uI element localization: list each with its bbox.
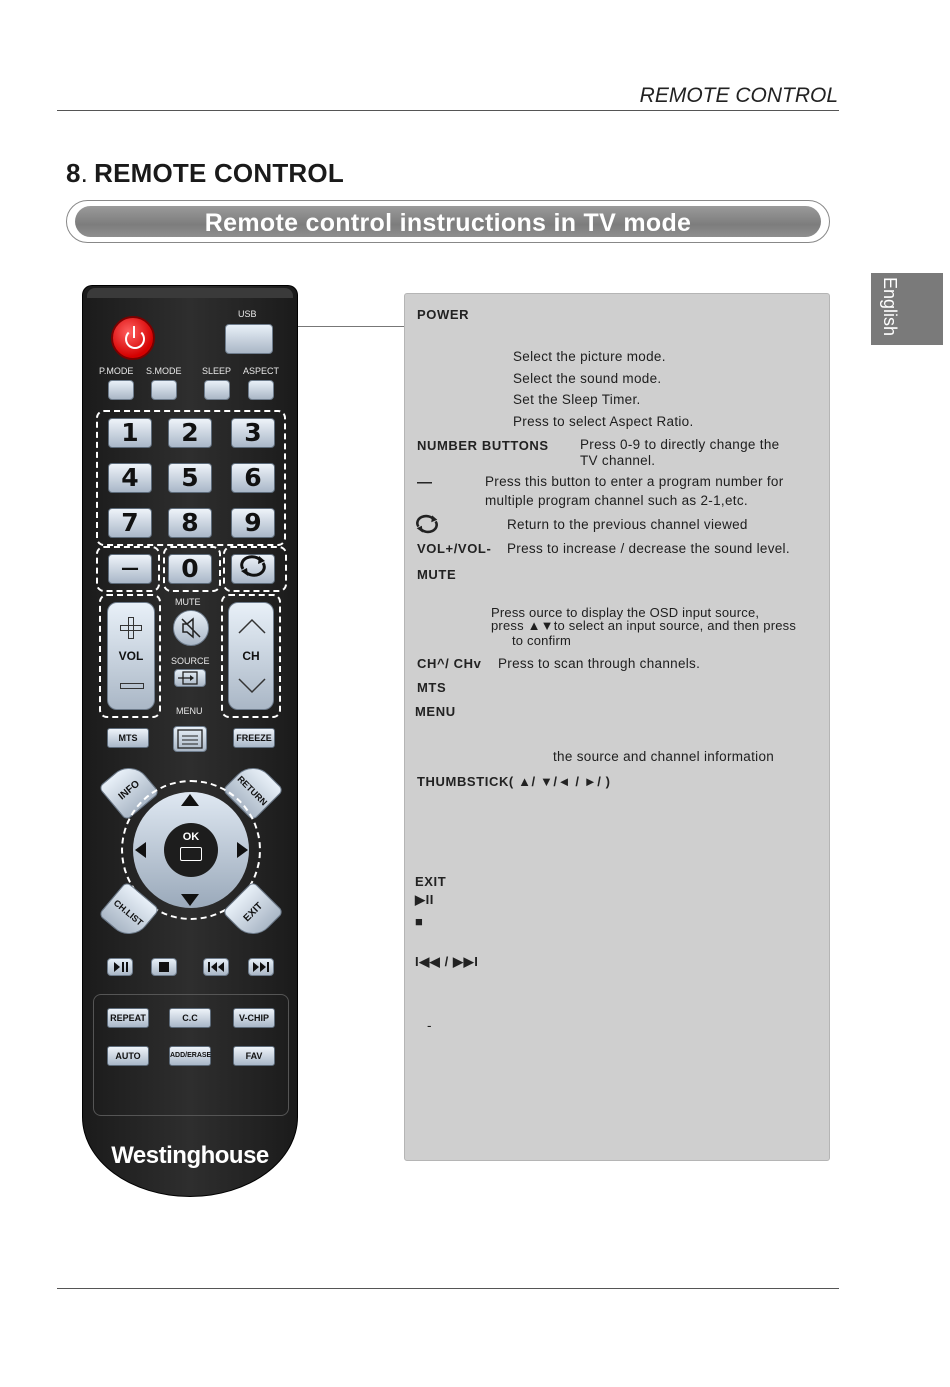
remote-image <box>82 285 298 1197</box>
banner <box>66 200 830 243</box>
banner-text: Remote control instructions in TV mode <box>204 209 692 237</box>
number-key-4[interactable]: 4 <box>108 463 152 493</box>
running-header: REMOTE CONTROL <box>639 84 838 107</box>
ch-label: CH^/ CHv <box>417 656 482 671</box>
sleep-desc: Set the Sleep Timer. <box>513 392 641 407</box>
sleep-label: SLEEP <box>202 366 232 376</box>
footer-rule <box>57 1288 839 1289</box>
thumbstick-label: THUMBSTICK( ▲/ ▼/◄ / ►/ ) <box>417 774 611 789</box>
prev-next-symbol: I◀◀ / ▶▶I <box>415 954 479 969</box>
menu-icon <box>174 727 206 751</box>
ch-rocker[interactable] <box>228 602 274 710</box>
enter-icon <box>180 847 202 861</box>
section-title <box>66 158 344 189</box>
instruction-panel <box>404 293 830 1161</box>
usb-label: USB <box>238 309 257 319</box>
chlist-key[interactable]: CH.LIST <box>98 881 160 943</box>
info-key[interactable]: INFO <box>98 759 160 821</box>
pmode-button[interactable] <box>108 380 134 400</box>
connector-line <box>298 326 406 327</box>
number-key-8[interactable]: 8 <box>168 508 212 538</box>
section-separator: . <box>80 158 89 188</box>
stop-symbol: ■ <box>415 914 424 929</box>
ok-label: OK <box>182 831 200 843</box>
power-button[interactable] <box>111 316 155 360</box>
number-key-0[interactable]: 0 <box>168 554 212 584</box>
stop-button[interactable] <box>151 958 177 976</box>
mute-label: MUTE <box>417 567 457 582</box>
dash-desc-2: multiple program channel such as 2-1,etc. <box>485 493 748 508</box>
number-desc-1: Press 0-9 to directly change the <box>580 437 780 452</box>
number-key-7[interactable]: 7 <box>108 508 152 538</box>
pmode-desc: Select the picture mode. <box>513 349 666 364</box>
aspect-label: ASPECT <box>243 366 280 376</box>
play-pause-symbol: ▶II <box>415 892 435 907</box>
vol-down-icon <box>120 683 144 689</box>
number-buttons-label: NUMBER BUTTONS <box>417 438 549 453</box>
previous-channel-key[interactable] <box>231 554 275 584</box>
dpad-left-icon[interactable] <box>135 842 146 858</box>
source-desc-3: to confirm <box>512 633 572 648</box>
dpad-up-icon[interactable] <box>181 794 199 806</box>
source-desc-2: press ▲▼to select an input source, and then press <box>491 618 797 633</box>
number-desc-2: TV channel. <box>580 453 656 468</box>
swap-icon <box>239 555 267 577</box>
number-key-1[interactable]: 1 <box>108 418 152 448</box>
dash-key[interactable]: — <box>108 554 152 584</box>
ch-up-icon <box>237 617 267 635</box>
mts-label: MTS <box>417 680 447 695</box>
banner-fill <box>75 206 821 237</box>
menu-button[interactable] <box>173 726 207 752</box>
source-label: SOURCE <box>171 656 210 666</box>
mute-button[interactable] <box>173 610 209 646</box>
dpad-right-icon[interactable] <box>237 842 248 858</box>
sleep-button[interactable] <box>204 380 230 400</box>
source-icon <box>175 670 205 686</box>
stop-icon <box>152 959 176 975</box>
mute-label: MUTE <box>175 597 201 607</box>
mts-key[interactable]: MTS <box>107 728 149 748</box>
menu-label: MENU <box>176 706 203 716</box>
power-label: POWER <box>417 307 470 322</box>
number-key-5[interactable]: 5 <box>168 463 212 493</box>
remote-top-edge <box>87 288 293 298</box>
number-key-3[interactable]: 3 <box>231 418 275 448</box>
pmode-label: P.MODE <box>99 366 134 376</box>
fav-key[interactable]: FAV <box>233 1046 275 1066</box>
smode-label: S.MODE <box>146 366 182 376</box>
add-erase-key[interactable]: ADD/ERASE <box>169 1046 211 1066</box>
cc-key[interactable]: C.C <box>169 1008 211 1028</box>
exit-key[interactable]: EXIT <box>222 881 284 943</box>
return-key[interactable]: RETURN <box>222 759 284 821</box>
brand-logo: Westinghouse <box>111 1142 269 1169</box>
freeze-key[interactable]: FREEZE <box>233 728 275 748</box>
dash-desc-1: Press this button to enter a program number for <box>485 474 784 489</box>
usb-button[interactable] <box>225 324 273 354</box>
number-key-2[interactable]: 2 <box>168 418 212 448</box>
repeat-key[interactable]: REPEAT <box>107 1008 149 1028</box>
smode-desc: Select the sound mode. <box>513 371 662 386</box>
ch-down-icon <box>237 677 267 695</box>
next-button[interactable] <box>248 958 274 976</box>
number-key-9[interactable]: 9 <box>231 508 275 538</box>
source-button[interactable] <box>174 669 206 687</box>
info-desc: the source and channel information <box>553 749 775 764</box>
language-tab-label: English <box>880 277 900 337</box>
previous-button[interactable] <box>203 958 229 976</box>
play-pause-button[interactable] <box>107 958 133 976</box>
section-number: 8 <box>66 158 81 188</box>
language-tab[interactable] <box>871 273 943 345</box>
stray-dash: - <box>427 1018 432 1033</box>
previous-icon <box>204 959 228 975</box>
vol-desc: Press to increase / decrease the sound level. <box>507 541 790 556</box>
mute-icon <box>174 611 208 645</box>
header-rule <box>57 110 839 111</box>
vchip-key[interactable]: V-CHIP <box>233 1008 275 1028</box>
number-key-6[interactable]: 6 <box>231 463 275 493</box>
ch-desc: Press to scan through channels. <box>498 656 701 671</box>
next-icon <box>249 959 273 975</box>
auto-key[interactable]: AUTO <box>107 1046 149 1066</box>
vol-up-icon <box>120 617 142 639</box>
menu-label: MENU <box>415 704 456 719</box>
play-pause-icon <box>108 959 132 975</box>
ch-label: CH <box>242 649 260 663</box>
vol-label: VOL <box>118 649 144 663</box>
aspect-button[interactable] <box>248 380 274 400</box>
ok-button[interactable] <box>164 823 218 877</box>
return-desc: Return to the previous channel viewed <box>507 517 748 532</box>
vol-label: VOL+/VOL- <box>417 541 492 556</box>
dash-symbol: — <box>417 474 433 491</box>
section-title-text: REMOTE CONTROL <box>94 158 344 188</box>
swap-icon <box>415 514 439 534</box>
smode-button[interactable] <box>151 380 177 400</box>
vol-rocker[interactable] <box>107 602 155 710</box>
aspect-desc: Press to select Aspect Ratio. <box>513 414 694 429</box>
dpad-down-icon[interactable] <box>181 894 199 906</box>
exit-label: EXIT <box>415 874 447 889</box>
source-desc-1: Press ource to display the OSD input source, <box>491 605 760 620</box>
